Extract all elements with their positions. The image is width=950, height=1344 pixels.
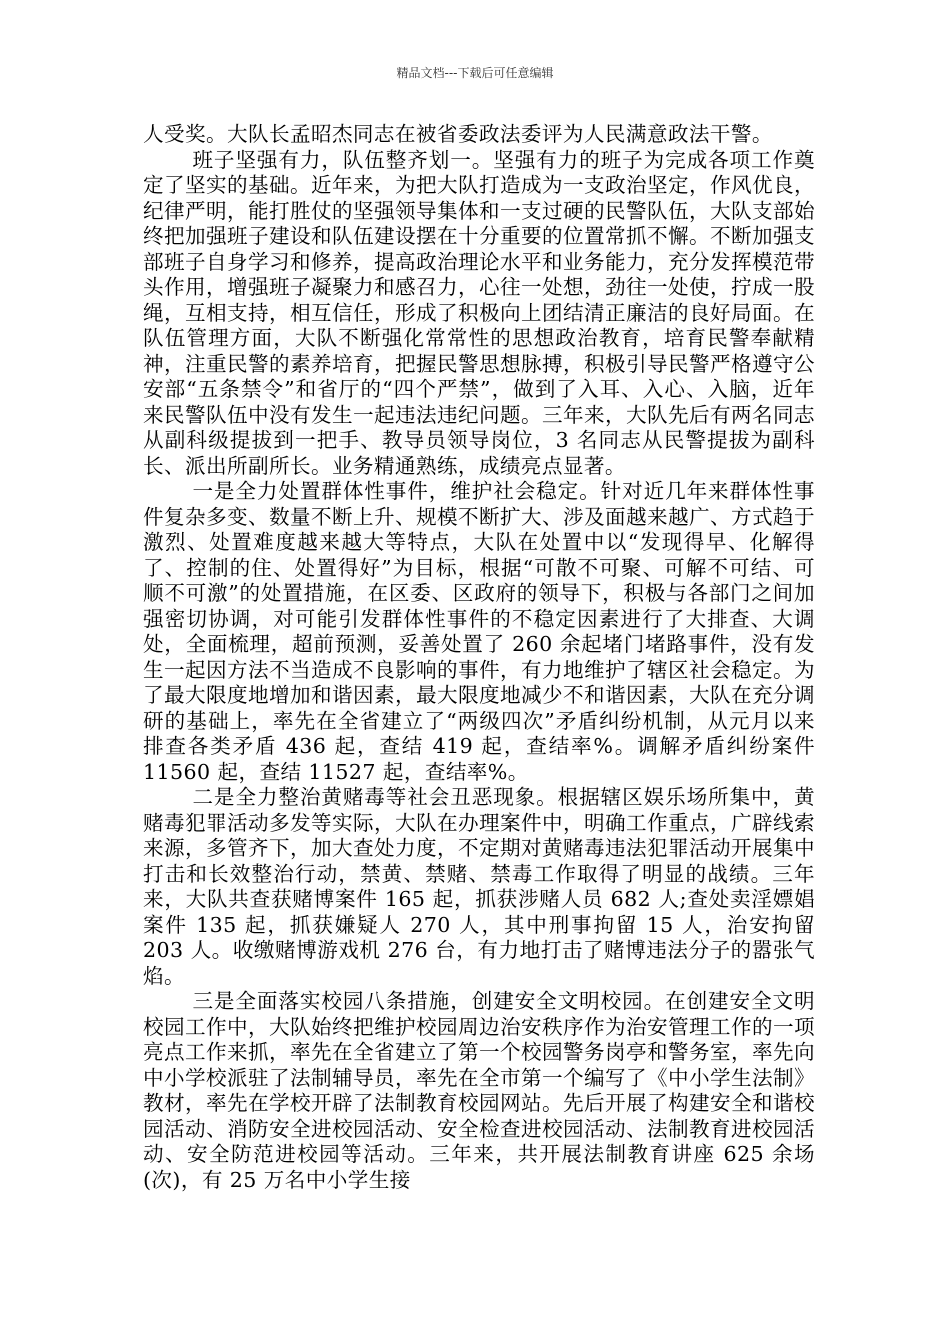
document-body: [143, 122, 815, 1193]
paragraph-vice-crackdown: 二是全力整治黄赌毒等社会丑恶现象。根据辖区娱乐场所集中，黄赌毒犯罪活动多发等实际，大队在办理案件中，明确工作重点，广辟线索来源，多管齐下，加大查处力度，不定期对黄赌毒违法犯罪活动开展集中打击和长效整治行动，禁黄、禁赌、禁毒工作取得了明显的战绩。三年来，大队共查获赌博案件 165 起，抓获涉赌人员 682 人;查处卖淫嫖娼案件 135 起，抓获嫌疑人 270 人，其中刑事拘留 15 人，治安拘留 203 人。收缴赌博游戏机 276 台，有力地打击了赌博违法分子的嚣张气焰。: [143, 785, 815, 988]
paragraph-mass-incidents: 一是全力处置群体性事件，维护社会稳定。针对近几年来群体性事件复杂多变、数量不断上升、规模不断扩大、涉及面越来越广、方式趋于激烈、处置难度越来越大等特点，大队在处置中以“发现得早、化解得了、控制的住、处置得好”为目标，根据“可散不可聚、可解不可结、可顺不可激”的处置措施，在区委、区政府的领导下，积极与各部门之间加强密切协调，对可能引发群体性事件的不稳定因素进行了大排查、大调处，全面梳理，超前预测，妥善处置了 260 余起堵门堵路事件，没有发生一起因方法不当造成不良影响的事件，有力地维护了辖区社会稳定。为了最大限度地增加和谐因素，最大限度地减少不和谐因素，大队在充分调研的基础上，率先在全省建立了“两级四次”矛盾纠纷机制，从元月以来排查各类矛盾 436 起，查结 419 起，查结率%。调解矛盾纠纷案件 11560 起，查结 11527 起，查结率%。: [143, 479, 815, 784]
paragraph-team-building: 班子坚强有力，队伍整齐划一。坚强有力的班子为完成各项工作奠定了坚实的基础。近年来，为把大队打造成为一支政治坚定，作风优良，纪律严明，能打胜仗的坚强领导集体和一支过硬的民警队伍，大队支部始终把加强班子建设和队伍建设摆在十分重要的位置常抓不懈。不断加强支部班子自身学习和修养，提高政治理论水平和业务能力，充分发挥模范带头作用，增强班子凝聚力和感召力，心往一处想，劲往一处使，拧成一股绳，互相支持，相互信任，形成了积极向上团结清正廉洁的良好局面。在队伍管理方面，大队不断强化常常性的思想政治教育，培育民警奉献精神，注重民警的素养培育，把握民警思想脉搏，积极引导民警严格遵守公安部“五条禁令”和省厅的“四个严禁”，做到了入耳、入心、入脑，近年来民警队伍中没有发生一起违法违纪问题。三年来，大队先后有两名同志从副科级提拔到一把手、教导员领导岗位，3 名同志从民警提拔为副科长、派出所副所长。业务精通熟练，成绩亮点显著。: [143, 147, 815, 478]
paragraph-campus-safety: 三是全面落实校园八条措施，创建安全文明校园。在创建安全文明校园工作中，大队始终把维护校园周边治安秩序作为治安管理工作的一项亮点工作来抓，率先在全省建立了第一个校园警务岗亭和警务室，率先向中小学校派驻了法制辅导员，率先在全市第一个编写了《中小学生法制》教材，率先在学校开辟了法制教育校园网站。先后开展了构建安全和谐校园活动、消防安全进校园活动、安全检查进校园活动、法制教育进校园活动、安全防范进校园等活动。三年来，共开展法制教育讲座 625 余场(次)，有 25 万名中小学生接: [143, 989, 815, 1192]
paragraph-continuation: 人受奖。大队长孟昭杰同志在被省委政法委评为人民满意政法干警。: [143, 122, 773, 146]
page-header: 精品文档---下载后可任意编辑: [396, 66, 554, 80]
